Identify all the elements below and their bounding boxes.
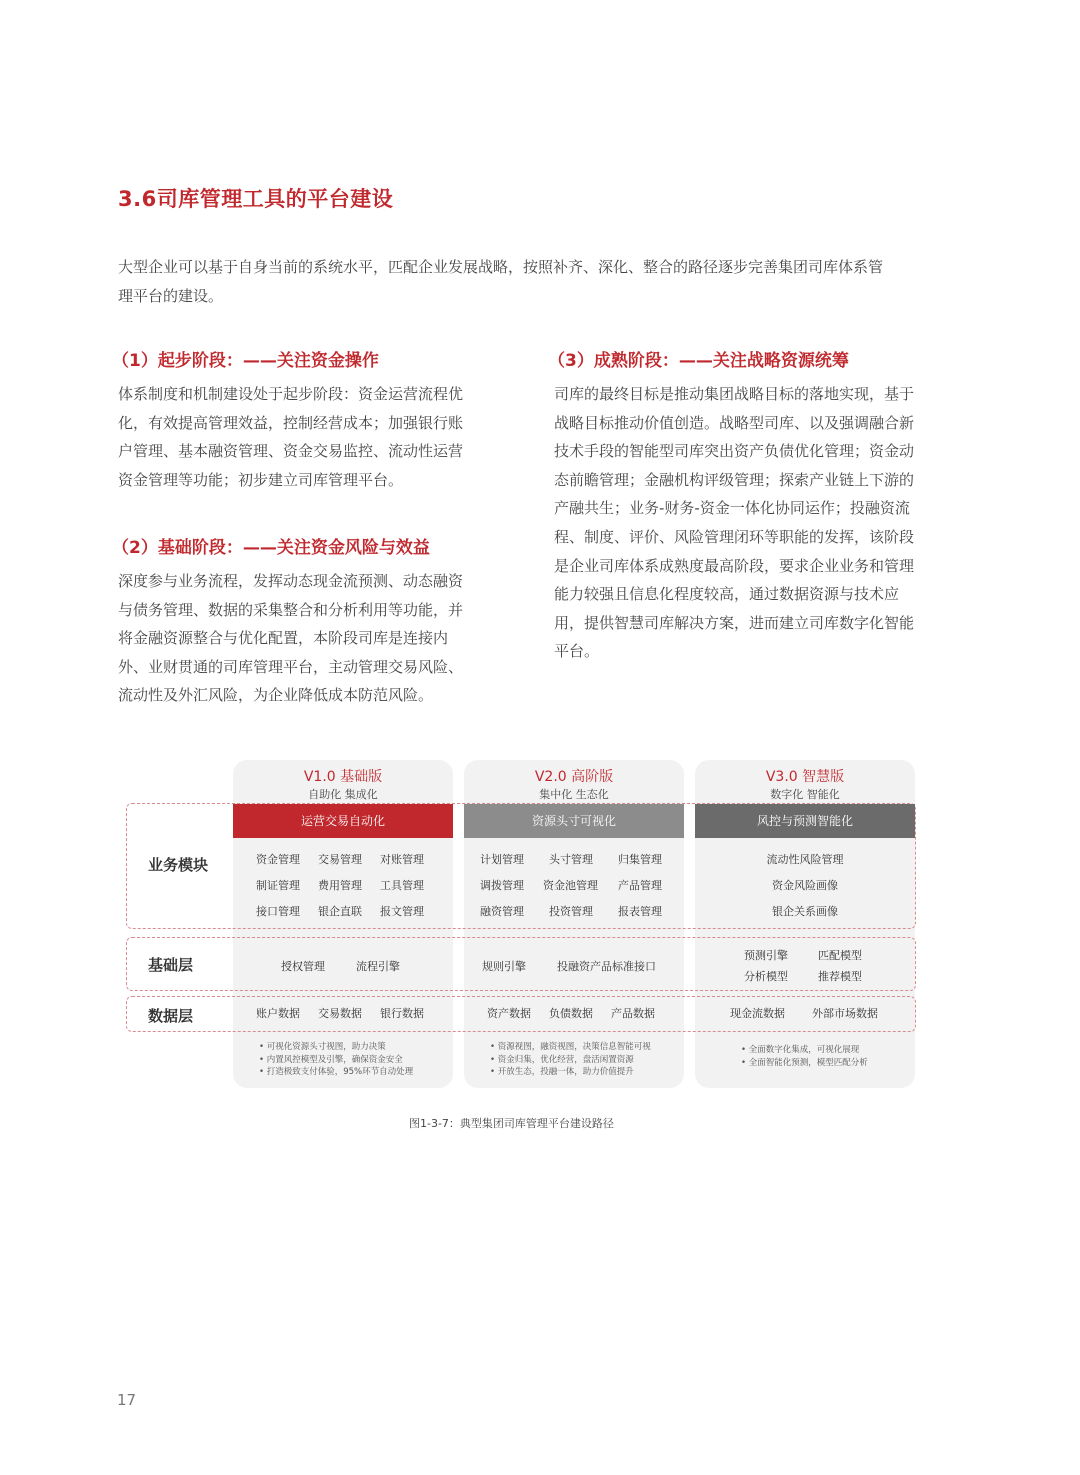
stage3-line: 司库的最终目标是推动集团战略目标的落地实现，基于 xyxy=(554,385,915,403)
stage2-line: 流动性及外汇风险，为企业降低成本防范风险。 xyxy=(118,686,434,705)
stage1-line: 资金管理等功能；初步建立司库管理平台。 xyxy=(118,470,404,489)
bullet-list-v2 xyxy=(490,1041,651,1079)
version-title-v1: V1.0 基础版 xyxy=(303,769,383,785)
base-cell: 分析模型 xyxy=(744,970,788,983)
module-cell: 计划管理 xyxy=(480,853,524,866)
stage3-paragraph xyxy=(554,380,944,666)
bullet-list-v1 xyxy=(259,1041,413,1079)
bullet-item: • 资金归集，优化经营，盘活闲置资源 xyxy=(490,1054,651,1067)
module-cell: 制证管理 xyxy=(256,879,300,892)
module-cell: 工具管理 xyxy=(380,879,424,892)
intro-paragraph xyxy=(118,253,933,311)
base-cell: 流程引擎 xyxy=(356,960,400,973)
intro-line: 大型企业可以基于自身当前的系统水平，匹配企业发展战略，按照补齐、深化、整合的路径逐步完善集团司库体系管 xyxy=(118,258,884,276)
bullet-item: • 可视化资源头寸视图，助力决策 xyxy=(259,1041,413,1054)
base-cell: 规则引擎 xyxy=(482,960,526,973)
stage2-line: 与债务管理、数据的采集整合和分析利用等功能，并 xyxy=(118,600,464,619)
data-cell: 交易数据 xyxy=(318,1007,362,1020)
stage1-heading: （1）起步阶段：——关注资金操作 xyxy=(112,351,379,371)
module-cell: 银企关系画像 xyxy=(772,905,838,918)
stage1-line: 化，有效提高管理效益，控制经营成本；加强银行账 xyxy=(118,413,464,432)
row-label-data: 数据层 xyxy=(148,1007,194,1025)
stage1-paragraph xyxy=(118,380,508,494)
version-subtitle-v1: 自助化 集成化 xyxy=(308,788,378,801)
row-label-business: 业务模块 xyxy=(148,856,209,874)
stage3-line: 技术手段的智能型司库突出资产负债优化管理；资金动 xyxy=(554,442,915,461)
section-title: 3.6司库管理工具的平台建设 xyxy=(118,187,394,211)
data-cell: 产品数据 xyxy=(611,1007,655,1020)
module-cell: 归集管理 xyxy=(618,853,662,866)
version-title-v3: V3.0 智慧版 xyxy=(765,769,845,785)
stage3-line: 是企业司库体系成熟度最高阶段，要求企业业务和管理 xyxy=(554,556,915,575)
bullet-item: • 打造极致支付体验，95%环节自动处理 xyxy=(259,1066,413,1079)
feature-bar-v1: 运营交易自动化 xyxy=(233,804,453,838)
stage2-line: 深度参与业务流程，发挥动态现金流预测、动态融资 xyxy=(118,572,464,590)
data-cell: 外部市场数据 xyxy=(812,1007,878,1020)
stage3-heading: （3）成熟阶段：——关注战略资源统筹 xyxy=(548,351,849,371)
stage2-heading: （2）基础阶段：——关注资金风险与效益 xyxy=(112,538,430,558)
bullet-item: • 全面数字化集成，可视化展现 xyxy=(741,1044,868,1057)
version-subtitle-v3: 数字化 智能化 xyxy=(770,788,840,801)
base-cell: 投融资产品标准接口 xyxy=(557,960,656,973)
stage1-line: 体系制度和机制建设处于起步阶段：资金运营流程优 xyxy=(118,385,464,403)
stage3-line: 态前瞻管理；金融机构评级管理；探索产业链上下游的 xyxy=(554,470,915,489)
module-cell: 产品管理 xyxy=(618,879,662,892)
intro-line: 理平台的建设。 xyxy=(118,287,224,305)
module-cell: 资金管理 xyxy=(256,853,300,866)
feature-bar-v2: 资源头寸可视化 xyxy=(464,804,684,838)
data-cell: 账户数据 xyxy=(256,1007,300,1020)
module-cell: 费用管理 xyxy=(318,879,362,892)
data-cell: 资产数据 xyxy=(487,1007,531,1020)
bullet-item: • 开放生态，投融一体，助力价值提升 xyxy=(490,1066,651,1079)
data-cell: 银行数据 xyxy=(380,1007,424,1020)
module-cell: 报文管理 xyxy=(380,905,424,918)
feature-bar-v3: 风控与预测智能化 xyxy=(695,804,915,838)
base-cell: 授权管理 xyxy=(281,960,325,973)
base-cell: 预测引擎 xyxy=(744,949,788,962)
module-cell: 融资管理 xyxy=(480,905,524,918)
figure-caption: 图1-3-7：典型集团司库管理平台建设路径 xyxy=(409,1117,614,1130)
stage3-line: 用，提供智慧司库解决方案，进而建立司库数字化智能 xyxy=(554,613,915,632)
stage2-line: 将金融资源整合与优化配置，本阶段司库是连接内 xyxy=(118,629,449,648)
base-cell: 推荐模型 xyxy=(818,970,862,983)
module-cell: 资金池管理 xyxy=(543,879,598,892)
data-cell: 现金流数据 xyxy=(730,1007,785,1020)
bullet-item: • 全面智能化预测，模型匹配分析 xyxy=(741,1057,868,1070)
module-cell: 流动性风险管理 xyxy=(766,853,844,866)
module-cell: 调拨管理 xyxy=(480,879,524,892)
module-cell: 头寸管理 xyxy=(549,853,593,866)
data-cell: 负债数据 xyxy=(549,1007,593,1020)
base-cell: 匹配模型 xyxy=(818,949,862,962)
module-cell: 交易管理 xyxy=(318,853,362,866)
stage3-line: 程、制度、评价、风险管理闭环等职能的发挥，该阶段 xyxy=(554,527,915,546)
stage2-paragraph xyxy=(118,567,508,710)
bullet-item: • 资源视图，融资视图，决策信息智能可视 xyxy=(490,1041,651,1054)
page-number: 17 xyxy=(117,1391,137,1409)
module-cell: 银企直联 xyxy=(318,905,362,918)
bullet-item: • 内置风控模型及引擎，确保资金安全 xyxy=(259,1054,413,1067)
module-cell: 对账管理 xyxy=(380,853,424,866)
version-title-v2: V2.0 高阶版 xyxy=(534,769,614,785)
module-cell: 接口管理 xyxy=(256,905,300,918)
bullet-list-v3 xyxy=(741,1044,868,1069)
stage3-line: 产融共生；业务-财务-资金一体化协同运作；投融资流 xyxy=(554,499,910,518)
row-label-foundation: 基础层 xyxy=(148,956,194,974)
module-cell: 报表管理 xyxy=(618,905,662,918)
stage3-line: 平台。 xyxy=(554,642,600,661)
module-cell: 投资管理 xyxy=(549,905,593,918)
stage1-line: 户管理、基本融资管理、资金交易监控、流动性运营 xyxy=(118,442,464,461)
module-cell: 资金风险画像 xyxy=(772,879,838,892)
stage3-line: 能力较强且信息化程度较高，通过数据资源与技术应 xyxy=(554,585,900,604)
version-subtitle-v2: 集中化 生态化 xyxy=(539,788,609,801)
stage3-line: 战略目标推动价值创造。战略型司库、以及强调融合新 xyxy=(554,413,915,432)
stage2-line: 外、业财贯通的司库管理平台，主动管理交易风险、 xyxy=(118,657,464,676)
